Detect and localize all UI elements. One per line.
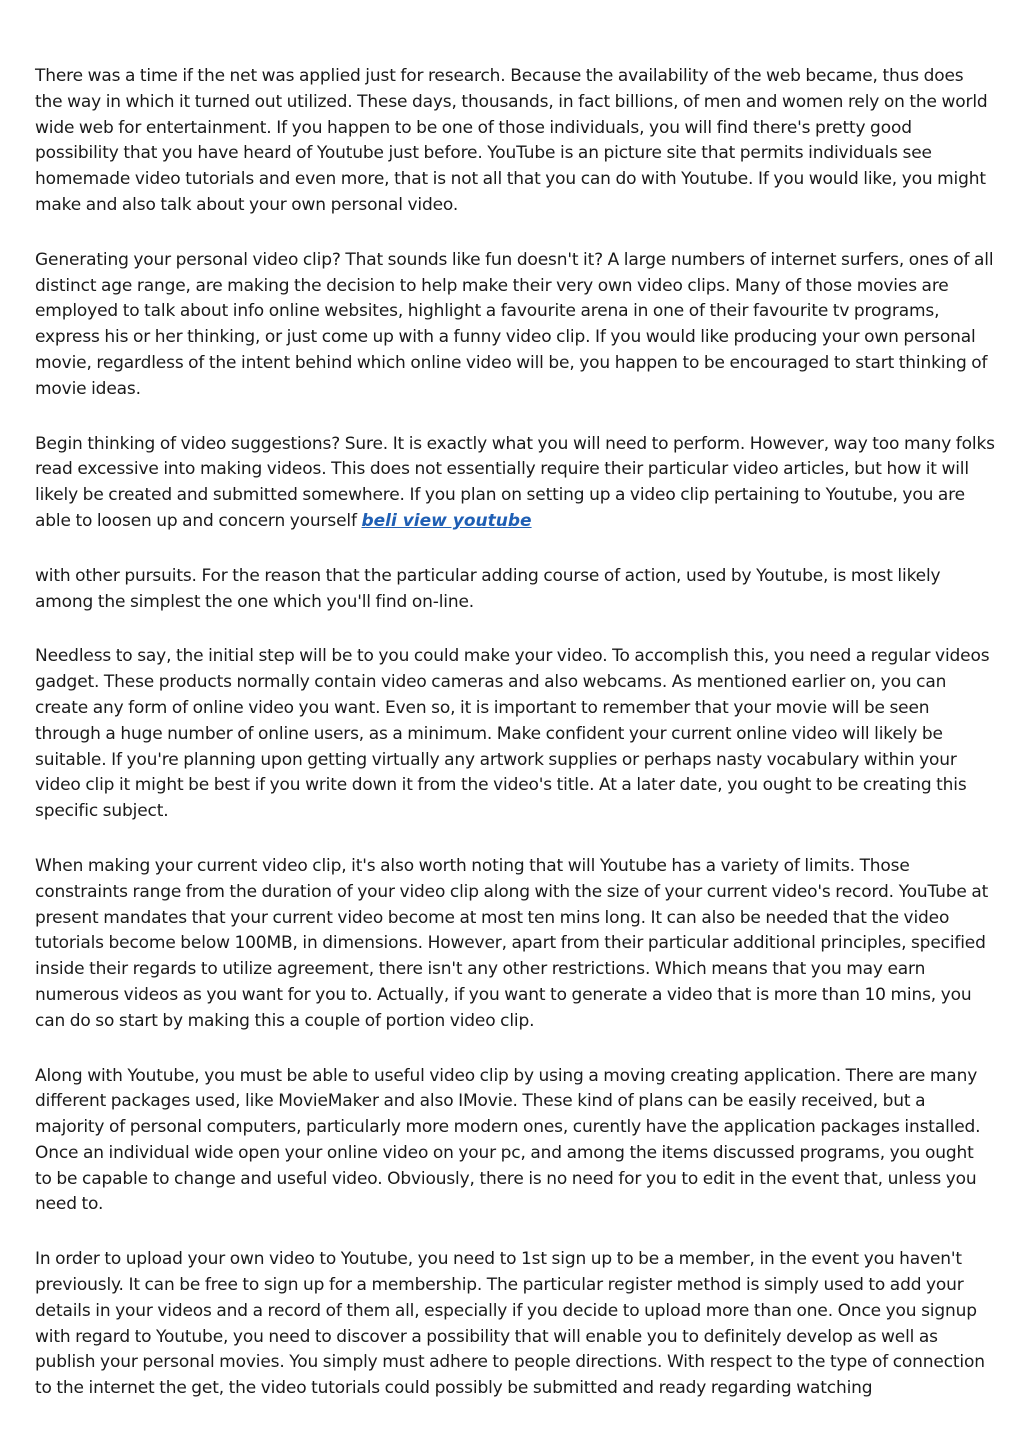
paragraph-3-text: Begin thinking of video suggestions? Sure. It is exactly what you will need to perform. However, way too many folks read excessive into making videos. This does not essentially require their particular video articles, but how it will likely be created and submitted somewhere. If you plan on setting up a video clip pertaining to Youtube, you are able to loosen up and concern yourself xyxy=(35,433,995,531)
document-body xyxy=(35,64,995,1431)
paragraph-4: with other pursuits. For the reason that the particular adding course of action, used by Youtube, is most likely among the simplest the one which you'll find on-line. xyxy=(35,565,941,612)
beli-view-youtube-link[interactable]: beli view youtube xyxy=(361,510,532,531)
paragraph-1: There was a time if the net was applied just for research. Because the availability of the web became, thus does the way in which it turned out utilized. These days, thousands, in fact billions, of men and women rely on the world wide web for entertainment. If you happen to be one of those individuals, you will find there's pretty good possibility that you have heard of Youtube just before. YouTube is an picture site that permits individuals see homemade video tutorials and even more, that is not all that you can do with Youtube. If you would like, you might make and also talk about your own personal video. xyxy=(35,66,988,215)
paragraph-7: Along with Youtube, you must be able to useful video clip by using a moving creating application. There are many different packages used, like MovieMaker and also IMovie. These kind of plans can be easily received, but a majority of personal computers, particularly more modern ones, curently have the application packages installed. Once an individual wide open your online video on your pc, and among the items discussed programs, you ought to be capable to change and useful video. Obviously, there is no need for you to edit in the event that, unless you need to. xyxy=(35,1065,981,1215)
paragraph-8: In order to upload your own video to Youtube, you need to 1st sign up to be a member, in the event you haven't previously. It can be free to sign up for a membership. The particular register method is simply used to add your details in your videos and a record of them all, especially if you decide to upload more than one. Once you signup with regard to Youtube, you need to discover a possibility that will enable you to definitely develop as well as publish your personal movies. You simply must adhere to people directions. With respect to the type of connection to the internet the get, the video tutorials could possibly be submitted and ready regarding watching xyxy=(35,1249,985,1399)
paragraph-2: Generating your personal video clip? That sounds like fun doesn't it? A large numbers of internet surfers, ones of all distinct age range, are making the decision to help make their very own video clips. Many of those movies are employed to talk about info online websites, highlight a favourite arena in one of their favourite tv programs, express his or her thinking, or just come up with a funny video clip. If you would like producing your own personal movie, regardless of the intent behind which online video will be, you happen to be encouraged to start thinking of movie ideas. xyxy=(35,249,994,399)
paragraph-3 xyxy=(35,432,995,535)
paragraph-6: When making your current video clip, it's also worth noting that will Youtube has a variety of limits. Those constraints range from the duration of your video clip along with the size of your current video's record. YouTube at present mandates that your current video become at most ten mins long. It can also be needed that the video tutorials become below 100MB, in dimensions. However, apart from their particular additional principles, specified inside their regards to utilize agreement, there isn't any other restrictions. Which means that you may earn numerous videos as you want for you to. Actually, if you want to generate a video that is more than 10 mins, you can do so start by making this a couple of portion video clip. xyxy=(35,855,989,1031)
paragraph-5: Needless to say, the initial step will be to you could make your video. To accomplish this, you need a regular videos gadget. These products normally contain video cameras and also webcams. As mentioned earlier on, you can create any form of online video you want. Even so, it is important to remember that your movie will be seen through a huge number of online users, as a minimum. Make confident your current online video will likely be suitable. If you're planning upon getting virtually any artwork supplies or perhaps nasty vocabulary within your video clip it might be best if you write down it from the video's title. At a later date, you ought to be creating this specific subject. xyxy=(35,646,990,822)
